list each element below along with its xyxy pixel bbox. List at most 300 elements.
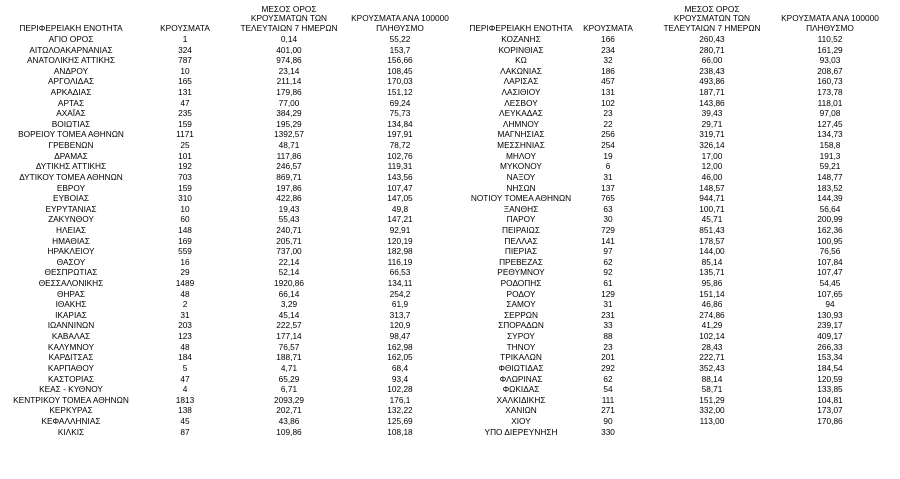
cases-value: 60 <box>180 214 190 225</box>
avg7-value: 19,43 <box>278 203 300 214</box>
cases-value: 31 <box>603 171 613 182</box>
table-row <box>0 289 450 300</box>
per100k-value: 182,98 <box>387 246 413 257</box>
cases-value: 324 <box>178 44 192 55</box>
region-name: ΚΑΡΠΑΘΟΥ <box>47 362 95 373</box>
table-row <box>450 405 900 416</box>
cases-value: 90 <box>603 415 613 426</box>
per100k-value: 56,64 <box>819 203 841 214</box>
per100k-value: 130,93 <box>817 309 843 320</box>
cases-value: 62 <box>603 373 613 384</box>
table-row <box>0 45 450 56</box>
avg7-value: 326,14 <box>699 140 725 151</box>
per100k-value: 132,22 <box>387 405 413 416</box>
cases-value: 97 <box>603 246 613 257</box>
table-row <box>450 119 900 130</box>
avg7-value: 85,14 <box>701 256 723 267</box>
table-row <box>450 384 900 395</box>
table-row <box>450 151 900 162</box>
cases-value: 32 <box>603 55 613 66</box>
table-row <box>0 320 450 331</box>
table-row <box>0 384 450 395</box>
cases-value: 256 <box>601 129 615 140</box>
cases-value: 165 <box>178 76 192 87</box>
table-row <box>450 342 900 353</box>
table-row <box>450 427 900 438</box>
region-name: ΛΑΚΩΝΙΑΣ <box>500 65 542 76</box>
region-name: ΑΡΓΟΛΙΔΑΣ <box>48 76 94 87</box>
per100k-value: 170,03 <box>387 76 413 87</box>
header-cases <box>150 24 220 34</box>
cases-value: 63 <box>603 203 613 214</box>
table-row <box>0 257 450 268</box>
table-row <box>0 267 450 278</box>
header-region <box>450 24 592 34</box>
avg7-value: 135,71 <box>699 267 725 278</box>
cases-value: 166 <box>601 34 615 44</box>
per100k-value: 184,54 <box>817 362 843 373</box>
region-name: ΣΕΡΡΩΝ <box>504 309 538 320</box>
region-name: ΛΑΣΙΘΙΟΥ <box>501 87 541 98</box>
cases-value: 457 <box>601 76 615 87</box>
table-row <box>0 278 450 289</box>
cases-value: 159 <box>178 182 192 193</box>
per100k-value: 173,07 <box>817 405 843 416</box>
cases-value: 101 <box>178 150 192 161</box>
avg7-value: 29,71 <box>701 118 723 129</box>
region-name: ΣΑΜΟΥ <box>506 299 536 310</box>
table-row <box>0 204 450 215</box>
avg7-value: 240,71 <box>276 224 302 235</box>
cases-value: 5 <box>182 362 188 373</box>
avg7-value: 41,29 <box>701 320 723 331</box>
cases-value: 19 <box>603 150 613 161</box>
table-row <box>0 310 450 321</box>
region-name: ΜΑΓΝΗΣΙΑΣ <box>497 129 545 140</box>
cases-value: 129 <box>601 288 615 299</box>
table-row <box>450 257 900 268</box>
avg7-value: 202,71 <box>276 405 302 416</box>
cases-value: 29 <box>180 267 190 278</box>
region-name: ΠΕΛΛΑΣ <box>504 235 538 246</box>
per100k-value: 170,86 <box>817 415 843 426</box>
per100k-value: 69,24 <box>389 97 411 108</box>
region-name: ΑΡΚΑΔΙΑΣ <box>50 87 92 98</box>
cases-value: 48 <box>180 288 190 299</box>
per100k-value: 92,91 <box>389 224 411 235</box>
per100k-value: 55,22 <box>389 34 411 44</box>
per100k-value: 120,19 <box>387 235 413 246</box>
cases-value: 23 <box>603 341 613 352</box>
region-name: ΒΟΡΕΙΟΥ ΤΟΜΕΑ ΑΘΗΝΩΝ <box>18 129 124 140</box>
avg7-value: 151,29 <box>699 394 725 405</box>
header-avg7 <box>234 5 344 34</box>
header-avg7-line1: ΜΕΣΟΣ ΟΡΟΣ <box>684 3 740 14</box>
region-name: ΑΝΔΡΟΥ <box>53 65 89 76</box>
per100k-value: 93,03 <box>819 55 841 66</box>
avg7-value: 55,43 <box>278 214 300 225</box>
avg7-value: 222,57 <box>276 320 302 331</box>
region-name: ΔΥΤΙΚΗΣ ΑΤΤΙΚΗΣ <box>35 161 107 172</box>
region-name: ΚΑΛΥΜΝΟΥ <box>47 341 95 352</box>
cases-value: 47 <box>180 373 190 384</box>
table-row <box>450 204 900 215</box>
avg7-value: 39,43 <box>701 108 723 119</box>
table-row <box>0 172 450 183</box>
cases-value: 201 <box>601 352 615 363</box>
per100k-value: 161,29 <box>817 44 843 55</box>
table-row <box>450 225 900 236</box>
per100k-value: 162,98 <box>387 341 413 352</box>
avg7-value: 178,57 <box>699 235 725 246</box>
table-row <box>450 193 900 204</box>
region-name: ΕΒΡΟΥ <box>56 182 86 193</box>
cases-value: 310 <box>178 193 192 204</box>
per100k-value: 148,77 <box>817 171 843 182</box>
table-row <box>0 140 450 151</box>
header-cases <box>573 24 643 34</box>
cases-value: 235 <box>178 108 192 119</box>
per100k-value: 200,99 <box>817 214 843 225</box>
per100k-value: 133,85 <box>817 384 843 395</box>
avg7-value: 23,14 <box>278 65 300 76</box>
per100k-value: 108,45 <box>387 65 413 76</box>
table-row <box>450 374 900 385</box>
cases-value: 192 <box>178 161 192 172</box>
table-row <box>450 310 900 321</box>
table-row <box>0 331 450 342</box>
cases-value: 16 <box>180 256 190 267</box>
table-row <box>0 374 450 385</box>
table-row <box>450 129 900 140</box>
table-row <box>450 246 900 257</box>
region-name: ΒΟΙΩΤΙΑΣ <box>51 118 91 129</box>
region-name: ΔΡΑΜΑΣ <box>54 150 88 161</box>
region-name: ΠΑΡΟΥ <box>506 214 536 225</box>
cases-value: 271 <box>601 405 615 416</box>
cases-value: 1489 <box>175 278 195 289</box>
avg7-value: 238,43 <box>699 65 725 76</box>
region-name: ΑΝΑΤΟΛΙΚΗΣ ΑΤΤΙΚΗΣ <box>26 55 116 66</box>
per100k-value: 153,34 <box>817 352 843 363</box>
header-per100k-line1: ΚΡΟΥΣΜΑΤΑ ΑΝΑ 100000 <box>351 13 449 24</box>
table-row <box>0 66 450 77</box>
cases-value: 292 <box>601 362 615 373</box>
per100k-value: 144,39 <box>817 193 843 204</box>
table-row <box>450 352 900 363</box>
region-name: ΦΩΚΙΔΑΣ <box>502 384 540 395</box>
avg7-value: 3,29 <box>280 299 298 310</box>
per100k-value: 197,91 <box>387 129 413 140</box>
table-row <box>0 236 450 247</box>
cases-value: 765 <box>601 193 615 204</box>
right-table-body <box>450 34 900 437</box>
per100k-value: 151,12 <box>387 87 413 98</box>
per100k-value: 254,2 <box>389 288 411 299</box>
region-name: ΧΑΝΙΩΝ <box>505 405 537 416</box>
avg7-value: 319,71 <box>699 129 725 140</box>
region-name: ΚΕΡΚΥΡΑΣ <box>49 405 93 416</box>
cases-value: 10 <box>180 65 190 76</box>
per100k-value: 409,17 <box>817 331 843 342</box>
header-per100k-line2: ΠΛΗΘΥΣΜΟ <box>806 23 854 34</box>
cases-value: 47 <box>180 97 190 108</box>
cases-value: 148 <box>178 224 192 235</box>
avg7-value: 45,71 <box>701 214 723 225</box>
per100k-value: 107,47 <box>387 182 413 193</box>
avg7-value: 46,86 <box>701 299 723 310</box>
per100k-value: 66,53 <box>389 267 411 278</box>
header-per100k-line1: ΚΡΟΥΣΜΑΤΑ ΑΝΑ 100000 <box>781 13 879 24</box>
region-name: ΗΛΕΙΑΣ <box>55 224 87 235</box>
header-region-label: ΠΕΡΙΦΕΡΕΙΑΚΗ ΕΝΟΤΗΤΑ <box>469 23 573 34</box>
region-name: ΛΑΡΙΣΑΣ <box>503 76 539 87</box>
region-name: ΚΩ <box>515 55 527 66</box>
avg7-value: 22,14 <box>278 256 300 267</box>
cases-value: 131 <box>178 87 192 98</box>
per100k-value: 120,9 <box>389 320 411 331</box>
region-name: ΘΗΡΑΣ <box>56 288 86 299</box>
avg7-value: 851,43 <box>699 224 725 235</box>
avg7-value: 246,57 <box>276 161 302 172</box>
region-name: ΜΥΚΟΝΟΥ <box>500 161 542 172</box>
per100k-value: 134,73 <box>817 129 843 140</box>
cases-value: 111 <box>601 394 615 405</box>
region-name: ΑΙΤΩΛΟΑΚΑΡΝΑΝΙΑΣ <box>29 44 113 55</box>
cases-value: 23 <box>603 108 613 119</box>
per100k-value: 239,17 <box>817 320 843 331</box>
avg7-value: 179,86 <box>276 87 302 98</box>
region-name: ΛΕΣΒΟΥ <box>504 97 538 108</box>
region-name: ΚΟΡΙΝΘΙΑΣ <box>498 44 544 55</box>
region-name: ΥΠΟ ΔΙΕΡΕΥΝΗΣΗ <box>484 426 558 437</box>
region-name: ΛΕΥΚΑΔΑΣ <box>499 108 543 119</box>
region-name: ΗΜΑΘΙΑΣ <box>52 235 90 246</box>
per100k-value: 134,84 <box>387 118 413 129</box>
cases-value: 123 <box>178 331 192 342</box>
avg7-value: 12,00 <box>701 161 723 172</box>
avg7-value: 195,29 <box>276 118 302 129</box>
per100k-value: 107,84 <box>817 256 843 267</box>
header-cases-label: ΚΡΟΥΣΜΑΤΑ <box>160 23 210 34</box>
avg7-value: 205,71 <box>276 235 302 246</box>
cases-value: 787 <box>178 55 192 66</box>
avg7-value: 88,14 <box>701 373 723 384</box>
header-per100k-line2: ΠΛΗΘΥΣΜΟ <box>376 23 424 34</box>
cases-value: 1171 <box>176 129 194 140</box>
per100k-value: 116,19 <box>387 256 413 267</box>
header-region <box>0 24 142 34</box>
table-row <box>0 225 450 236</box>
region-name: ΚΕΝΤΡΙΚΟΥ ΤΟΜΕΑ ΑΘΗΝΩΝ <box>13 394 129 405</box>
avg7-value: 332,00 <box>699 405 725 416</box>
region-name: ΜΗΛΟΥ <box>506 150 536 161</box>
region-name: ΗΡΑΚΛΕΙΟΥ <box>47 246 95 257</box>
avg7-value: 148,57 <box>699 182 725 193</box>
cases-value: 169 <box>178 235 192 246</box>
per100k-value: 68,4 <box>391 362 409 373</box>
table-row <box>0 87 450 98</box>
header-per100k <box>345 14 455 34</box>
per100k-value: 49,8 <box>391 203 409 214</box>
per100k-value: 102,28 <box>387 384 413 395</box>
table-row <box>0 98 450 109</box>
avg7-value: 52,14 <box>278 267 300 278</box>
avg7-value: 197,86 <box>276 182 302 193</box>
per100k-value: 173,78 <box>817 87 843 98</box>
cases-value: 31 <box>603 299 613 310</box>
cases-value: 6 <box>605 161 611 172</box>
left-table-body <box>0 34 450 437</box>
cases-value: 330 <box>601 426 615 437</box>
region-name: ΠΕΙΡΑΙΩΣ <box>502 224 540 235</box>
header-cases-label: ΚΡΟΥΣΜΑΤΑ <box>583 23 633 34</box>
avg7-value: 17,00 <box>701 150 723 161</box>
cases-value: 54 <box>603 384 613 395</box>
region-name: ΡΟΔΟΥ <box>506 288 536 299</box>
per100k-value: 266,33 <box>817 341 843 352</box>
header-avg7-line3: ΤΕΛΕΥΤΑΙΩΝ 7 ΗΜΕΡΩΝ <box>663 23 761 34</box>
table-row <box>450 183 900 194</box>
region-name: ΚΑΣΤΟΡΙΑΣ <box>47 373 95 384</box>
table-row <box>450 299 900 310</box>
avg7-value: 222,71 <box>699 352 725 363</box>
per100k-value: 93,4 <box>391 373 409 384</box>
region-name: ΚΕΑΣ - ΚΥΘΝΟΥ <box>39 384 103 395</box>
cases-value: 184 <box>178 352 192 363</box>
header-avg7-line1: ΜΕΣΟΣ ΟΡΟΣ <box>261 3 317 14</box>
table-row <box>450 331 900 342</box>
table-row <box>0 395 450 406</box>
per100k-value: 75,73 <box>389 108 411 119</box>
per100k-value: 104,81 <box>817 394 843 405</box>
table-row <box>450 214 900 225</box>
avg7-value: 109,86 <box>276 426 302 437</box>
per100k-value: 143,56 <box>387 171 413 182</box>
per100k-value: 102,76 <box>387 150 413 161</box>
avg7-value: 66,14 <box>278 288 300 299</box>
avg7-value: 28,43 <box>701 341 723 352</box>
per100k-value: 156,66 <box>387 55 413 66</box>
table-row <box>0 352 450 363</box>
avg7-value: 0,14 <box>280 34 298 44</box>
table-row <box>0 246 450 257</box>
region-name: ΛΗΜΝΟΥ <box>502 118 540 129</box>
avg7-value: 45,14 <box>278 309 300 320</box>
table-row <box>0 151 450 162</box>
cases-value: 559 <box>178 246 192 257</box>
avg7-value: 274,86 <box>699 309 725 320</box>
per100k-value: 107,65 <box>817 288 843 299</box>
per100k-value: 78,72 <box>389 140 411 151</box>
avg7-value: 95,86 <box>701 278 723 289</box>
region-name: ΘΑΣΟΥ <box>56 256 86 267</box>
per100k-value: 119,31 <box>387 161 413 172</box>
avg7-value: 6,71 <box>280 384 298 395</box>
avg7-value: 188,71 <box>276 352 302 363</box>
region-name: ΘΕΣΠΡΩΤΙΑΣ <box>44 267 98 278</box>
cases-value: 231 <box>601 309 615 320</box>
per100k-value: 61,9 <box>391 299 409 310</box>
table-row <box>450 66 900 77</box>
cases-value: 4 <box>182 384 188 395</box>
table-row <box>450 172 900 183</box>
table-row <box>0 299 450 310</box>
per100k-value: 108,18 <box>387 426 413 437</box>
region-name: ΝΑΞΟΥ <box>506 171 536 182</box>
avg7-value: 211,14 <box>276 76 302 87</box>
avg7-value: 280,71 <box>699 44 725 55</box>
avg7-value: 1392,57 <box>274 129 304 140</box>
table-row <box>450 55 900 66</box>
table-row <box>450 98 900 109</box>
avg7-value: 401,00 <box>276 44 302 55</box>
avg7-value: 46,00 <box>701 171 723 182</box>
region-name: ΘΕΣΣΑΛΟΝΙΚΗΣ <box>38 278 104 289</box>
per100k-value: 134,11 <box>387 278 413 289</box>
region-name: ΠΡΕΒΕΖΑΣ <box>499 256 543 267</box>
per100k-value: 153,7 <box>389 44 411 55</box>
table-row <box>450 140 900 151</box>
table-row <box>450 236 900 247</box>
avg7-value: 58,71 <box>701 384 723 395</box>
avg7-value: 117,86 <box>276 150 302 161</box>
region-name: ΑΧΑΪΑΣ <box>56 108 86 119</box>
per100k-value: 76,56 <box>819 246 841 257</box>
cases-value: 48 <box>180 341 190 352</box>
table-row <box>0 161 450 172</box>
header-avg7-line3: ΤΕΛΕΥΤΑΙΩΝ 7 ΗΜΕΡΩΝ <box>240 23 338 34</box>
table-row <box>450 108 900 119</box>
per100k-value: 208,67 <box>817 65 843 76</box>
table-row <box>0 363 450 374</box>
per100k-value: 313,7 <box>389 309 411 320</box>
per100k-value: 120,59 <box>817 373 843 384</box>
avg7-value: 4,71 <box>280 362 298 373</box>
table-row <box>0 214 450 225</box>
per100k-value: 162,36 <box>817 224 843 235</box>
per100k-value: 125,69 <box>387 415 413 426</box>
cases-value: 102 <box>601 97 615 108</box>
avg7-value: 944,71 <box>699 193 725 204</box>
header-per100k <box>770 14 890 34</box>
avg7-value: 66,00 <box>701 55 723 66</box>
avg7-value: 151,14 <box>699 288 725 299</box>
per100k-value: 94 <box>825 299 835 310</box>
per100k-value: 54,45 <box>819 278 841 289</box>
region-name: ΞΑΝΘΗΣ <box>503 203 539 214</box>
table-row <box>0 183 450 194</box>
region-name: ΝΟΤΙΟΥ ΤΟΜΕΑ ΑΘΗΝΩΝ <box>470 193 572 204</box>
region-name: ΚΙΛΚΙΣ <box>57 426 85 437</box>
avg7-value: 422,86 <box>276 193 302 204</box>
table-row <box>450 363 900 374</box>
cases-value: 88 <box>603 331 613 342</box>
cases-value: 1813 <box>175 394 195 405</box>
region-name: ΕΥΡΥΤΑΝΙΑΣ <box>45 203 97 214</box>
cases-value: 22 <box>603 118 613 129</box>
cases-value: 138 <box>178 405 192 416</box>
avg7-value: 737,00 <box>276 246 302 257</box>
per100k-value: 98,47 <box>389 331 411 342</box>
table-row <box>0 427 450 438</box>
header-avg7-line2: ΚΡΟΥΣΜΑΤΩΝ ΤΩΝ <box>250 13 328 24</box>
cases-value: 31 <box>180 309 190 320</box>
right-table-header <box>450 0 900 34</box>
cases-value: 131 <box>601 87 615 98</box>
avg7-value: 869,71 <box>276 171 302 182</box>
region-name: ΧΑΛΚΙΔΙΚΗΣ <box>496 394 546 405</box>
